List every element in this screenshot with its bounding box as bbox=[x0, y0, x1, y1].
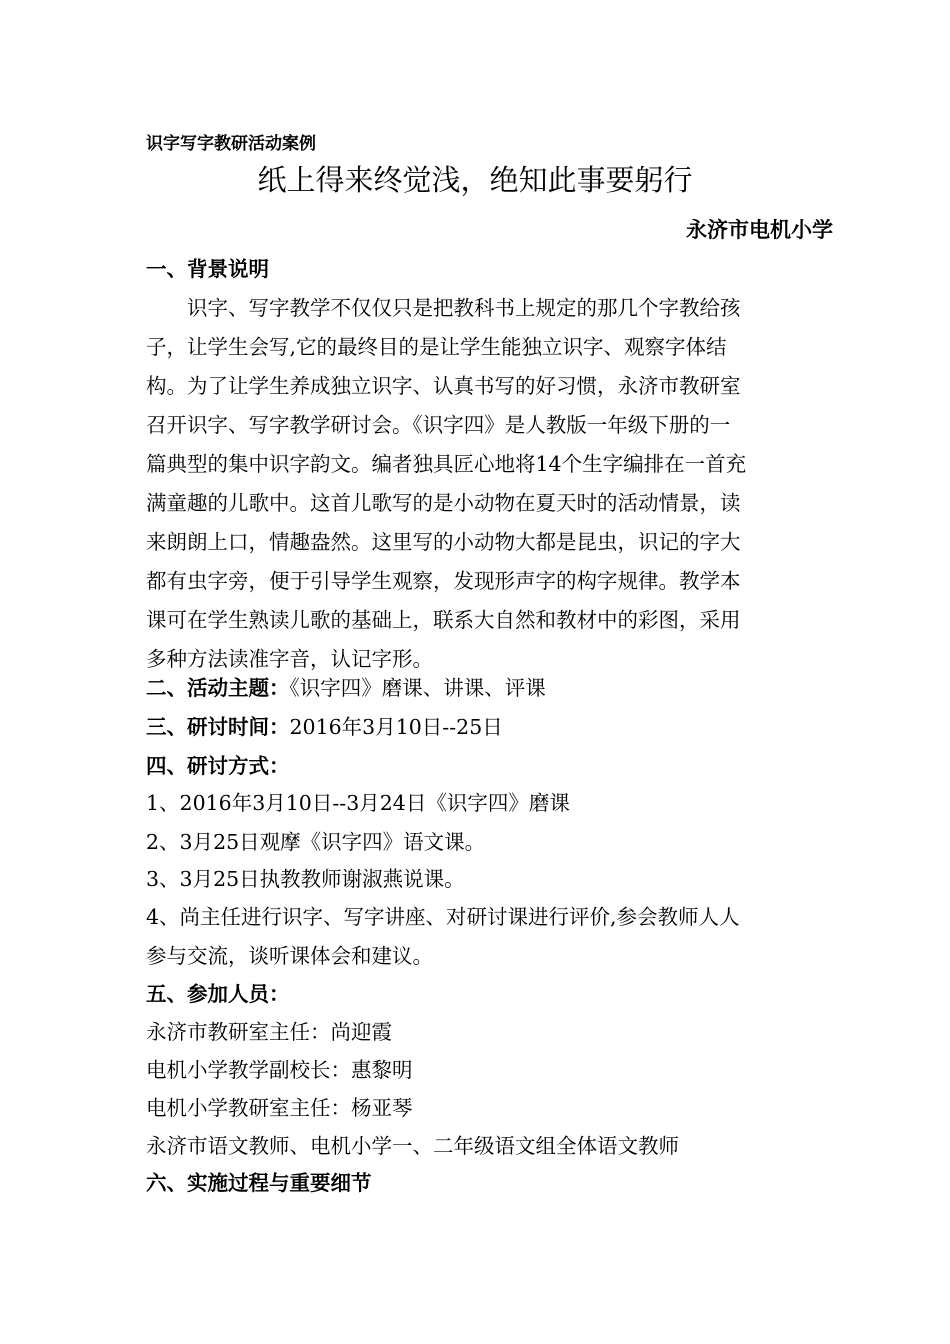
section-heading-method: 四、研讨方式： bbox=[146, 754, 290, 778]
theme-label: 二、活动主题： bbox=[146, 676, 290, 700]
theme-value: 《识字四》磨课、讲课、评课 bbox=[289, 676, 546, 700]
section-heading-background: 一、背景说明 bbox=[146, 257, 269, 281]
participant-line: 电机小学教研室主任：杨亚琴 bbox=[146, 1096, 413, 1120]
document-label: 识字写字教研活动案例 bbox=[146, 134, 316, 154]
participant-line: 永济市教研室主任：尚迎霞 bbox=[146, 1020, 392, 1044]
paragraph-line: 来朗朗上口，情趣盎然。这里写的小动物大都是昆虫，识记的字大 bbox=[146, 530, 741, 554]
section-heading-participants: 五、参加人员： bbox=[146, 982, 290, 1006]
paragraph-line: 课可在学生熟读儿歌的基础上，联系大自然和教材中的彩图，采用 bbox=[146, 608, 741, 632]
paragraph-line: 多种方法读准字音，认记字形。 bbox=[146, 647, 433, 671]
time-row bbox=[146, 710, 503, 740]
participant-line: 永济市语文教师、电机小学一、二年级语文组全体语文教师 bbox=[146, 1134, 679, 1158]
document-title: 纸上得来终觉浅，绝知此事要躬行 bbox=[257, 163, 693, 197]
theme-row bbox=[146, 671, 546, 701]
method-item: 2、3月25日观摩《识字四》语文课。 bbox=[146, 830, 486, 854]
method-item: 4、尚主任进行识字、写字讲座、对研讨课进行评价,参会教师人人 bbox=[146, 905, 740, 929]
paragraph-line: 篇典型的集中识字韵文。编者独具匠心地将14个生字编排在一首充 bbox=[146, 452, 747, 476]
method-item: 参与交流，谈听课体会和建议。 bbox=[146, 944, 433, 968]
school-name: 永济市电机小学 bbox=[686, 217, 833, 242]
paragraph-line: 满童趣的儿歌中。这首儿歌写的是小动物在夏天时的活动情景，读 bbox=[146, 491, 741, 515]
method-item: 1、2016年3月10日--3月24日《识字四》磨课 bbox=[146, 791, 570, 815]
paragraph-line: 识字、写字教学不仅仅只是把教科书上规定的那几个字教给孩 bbox=[146, 296, 741, 320]
participant-line: 电机小学教学副校长：惠黎明 bbox=[146, 1058, 413, 1082]
paragraph-line: 构。为了让学生养成独立识字、认真书写的好习惯，永济市教研室 bbox=[146, 374, 741, 398]
paragraph-line: 都有虫字旁，便于引导学生观察，发现形声字的构字规律。教学本 bbox=[146, 569, 741, 593]
section-heading-process: 六、实施过程与重要细节 bbox=[146, 1171, 372, 1195]
time-label: 三、研讨时间： bbox=[146, 715, 290, 739]
method-item: 3、3月25日执教教师谢淑燕说课。 bbox=[146, 867, 465, 891]
time-value: 2016年3月10日--25日 bbox=[289, 715, 503, 739]
paragraph-line: 子，让学生会写,它的最终目的是让学生能独立识字、观察字体结 bbox=[146, 335, 727, 359]
paragraph-line: 召开识字、写字教学研讨会。《识字四》是人教版一年级下册的一 bbox=[146, 413, 731, 437]
